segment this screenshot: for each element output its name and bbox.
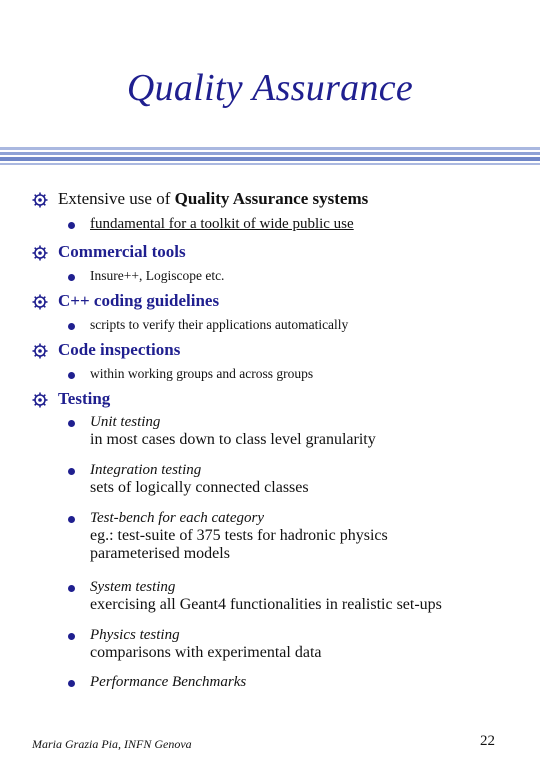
sub-bullet: [90, 317, 348, 333]
gear-icon: [32, 245, 48, 261]
bullet-dot: [68, 274, 75, 281]
sub-bullet-detail: exercising all Geant4 functionalities in realistic set-ups: [90, 596, 442, 613]
gear-icon: [32, 192, 48, 208]
sub-bullet: [90, 366, 313, 382]
sub-bullet: [90, 268, 224, 284]
divider-line: [0, 152, 540, 155]
sub-bullet-title: Performance Benchmarks: [90, 674, 247, 690]
bullet-testing: [58, 389, 110, 409]
sub-bullet-title: Physics testing: [90, 627, 180, 643]
sub-bullet-detail: comparisons with experimental data: [90, 644, 322, 661]
bullet-code-inspections: [58, 340, 180, 360]
bullet-label: Testing: [58, 389, 111, 408]
divider-line: [0, 163, 540, 165]
sub-bullet-text: within working groups and across groups: [90, 366, 314, 381]
sub-bullet-unit-testing: [90, 414, 376, 449]
bullet-dot: [68, 372, 75, 379]
sub-bullet-detail: in most cases down to class level granularity: [90, 431, 376, 448]
gear-icon: [32, 294, 48, 310]
bullet-dot: [68, 468, 75, 475]
bullet-coding-guidelines: [58, 291, 219, 311]
bullet-commercial-tools: [58, 242, 186, 262]
sub-bullet-title: System testing: [90, 579, 176, 595]
footer-author: Maria Grazia Pia, INFN Genova: [32, 737, 192, 751]
gear-icon: [32, 392, 48, 408]
sub-bullet-title: Test-bench for each category: [90, 510, 264, 526]
sub-bullet-title: Integration testing: [90, 462, 202, 478]
sub-bullet-detail: sets of logically connected classes: [90, 479, 309, 496]
sub-bullet-text: Insure++, Logiscope etc.: [90, 268, 225, 283]
bullet-quality-assurance-systems: [58, 189, 368, 209]
divider-line: [0, 147, 540, 150]
sub-bullet-physics-testing: [90, 627, 321, 662]
sub-bullet-detail: parameterised models: [90, 545, 230, 562]
sub-bullet-performance-benchmarks: [90, 674, 246, 691]
bullet-dot: [68, 680, 75, 687]
sub-bullet-test-bench: [90, 510, 388, 563]
bullet-bold-text: Quality Assurance systems: [174, 189, 369, 208]
page-number: 22: [480, 733, 495, 749]
bullet-dot: [68, 585, 75, 592]
bullet-dot: [68, 420, 75, 427]
sub-bullet: [90, 216, 354, 233]
bullet-dot: [68, 516, 75, 523]
sub-bullet-integration-testing: [90, 462, 309, 497]
sub-bullet-system-testing: [90, 579, 442, 614]
bullet-prefix: Extensive use of: [58, 189, 175, 208]
slide-title: Quality Assurance: [126, 67, 414, 109]
bullet-dot: [68, 222, 75, 229]
sub-bullet-text: fundamental for a toolkit of wide public use: [90, 216, 354, 232]
sub-bullet-detail: eg.: test-suite of 375 tests for hadronic physics: [90, 527, 388, 544]
bullet-dot: [68, 323, 75, 330]
bullet-label: Code inspections: [58, 340, 181, 359]
bullet-dot: [68, 633, 75, 640]
bullet-label: C++ coding guidelines: [58, 291, 220, 310]
sub-bullet-text: scripts to verify their applications automatically: [90, 317, 349, 332]
sub-bullet-title: Unit testing: [90, 414, 161, 430]
divider-line: [0, 157, 540, 161]
gear-icon: [32, 343, 48, 359]
bullet-label: Commercial tools: [58, 242, 186, 261]
